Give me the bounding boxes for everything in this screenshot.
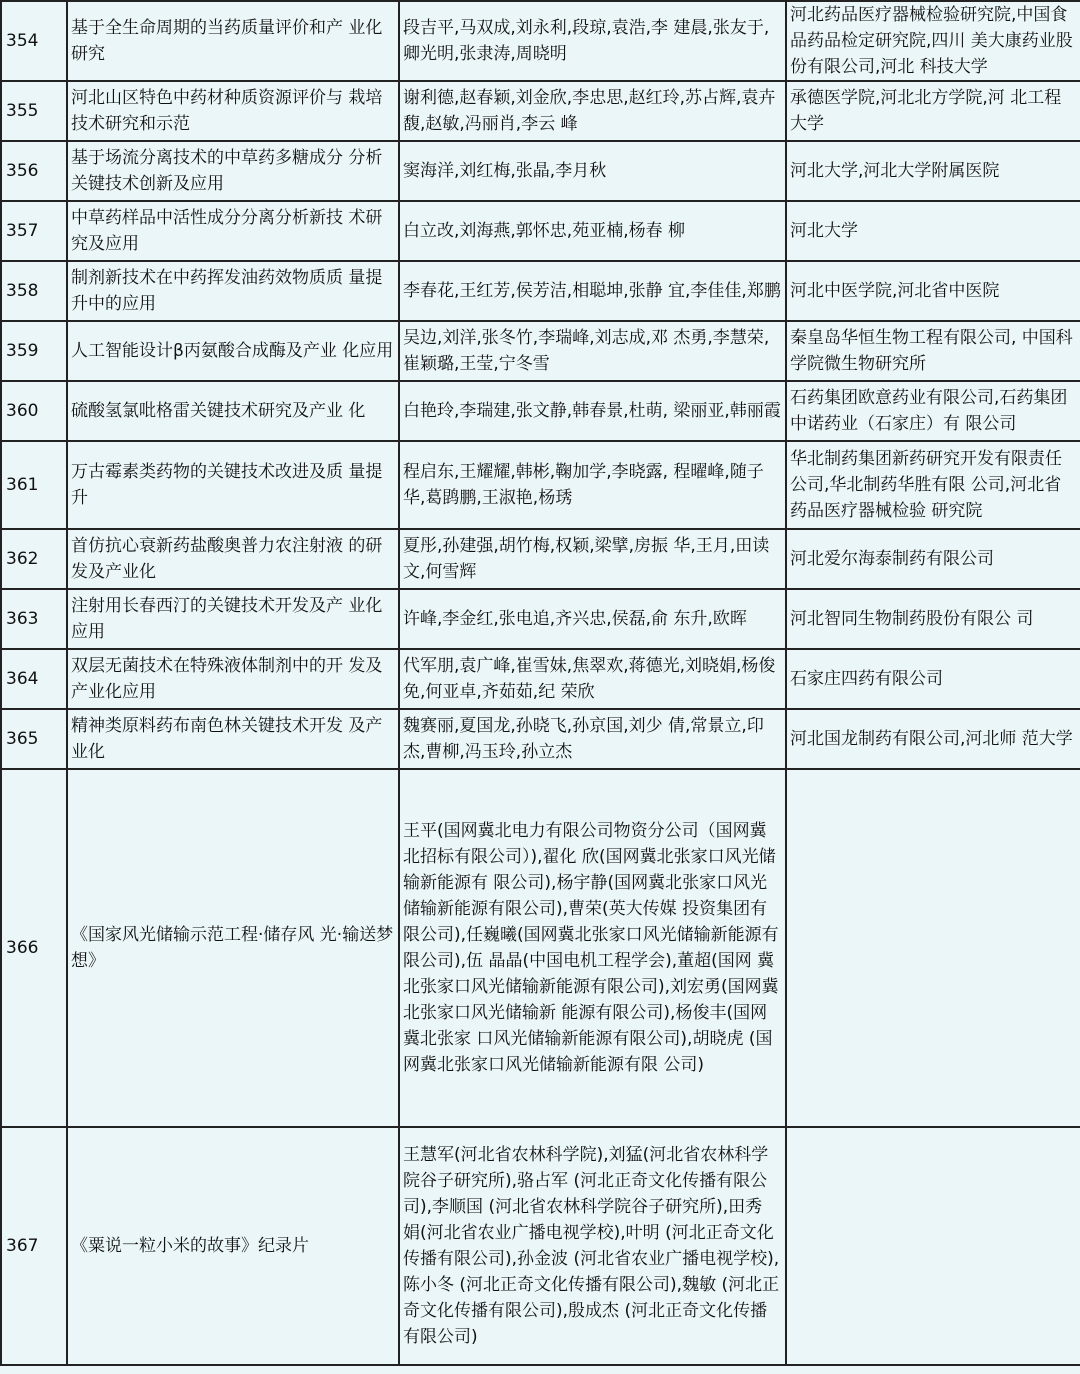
- project-title: 首仿抗心衰新药盐酸奥普力农注射液 的研发及产业化: [67, 529, 399, 589]
- project-title: 中草药样品中活性成分分离分析新技 术研究及应用: [67, 201, 399, 261]
- project-title: 注射用长春西汀的关键技术开发及产 业化应用: [67, 589, 399, 649]
- project-title: 人工智能设计β丙氨酸合成酶及产业 化应用: [67, 321, 399, 381]
- project-members: 白艳玲,李瑞建,张文静,韩春景,杜萌, 梁丽亚,韩丽霞: [399, 381, 786, 441]
- project-members: 程启东,王耀耀,韩彬,鞠加学,李晓露, 程曜峰,随子华,葛鹍鹏,王淑艳,杨琇: [399, 441, 786, 529]
- project-members: 许峰,李金红,张电追,齐兴忠,侯磊,俞 东升,欧晖: [399, 589, 786, 649]
- table-row: [1, 1127, 1080, 1365]
- project-members: 王慧军(河北省农林科学院),刘猛(河北省农林科学院谷子研究所),骆占军 (河北正奇文化传播有限公司),李顺国 (河北省农林科学院谷子研究所),田秀 娟(河北省农业广播电视学校),叶明 (河北正奇文化传播有限公司),孙金波 (河北省农业广播电视学校),陈小冬 (河北正奇文化传播有限公司),魏敏 (河北正奇文化传播有限公司),殷成杰 (河北正奇文化传播有限公司): [399, 1127, 786, 1365]
- project-organizations: 承德医学院,河北北方学院,河 北工程大学: [786, 81, 1080, 141]
- project-organizations: [786, 1127, 1080, 1365]
- project-members: 夏彤,孙建强,胡竹梅,权颖,梁擘,房振 华,王月,田读文,何雪辉: [399, 529, 786, 589]
- row-number: 363: [1, 589, 67, 649]
- row-number: 361: [1, 441, 67, 529]
- table-row: [1, 321, 1080, 381]
- row-number: 360: [1, 381, 67, 441]
- table-row: [1, 381, 1080, 441]
- project-title: 《粟说一粒小米的故事》纪录片: [67, 1127, 399, 1365]
- project-title: 万古霉素类药物的关键技术改进及质 量提升: [67, 441, 399, 529]
- row-number: 362: [1, 529, 67, 589]
- project-organizations: 河北药品医疗器械检验研究院,中国食品药品检定研究院,四川 美大康药业股份有限公司,河北 科技大学: [786, 1, 1080, 81]
- project-members: 王平(国网冀北电力有限公司物资分公司（国网冀北招标有限公司）),翟化 欣(国网冀北张家口风光储输新能源有 限公司),杨宇静(国网冀北张家口风光 储输新能源有限公司),曹荣(英大传媒 投资集团有限公司),任巍曦(国网冀北张家口风光储输新能源有限公司),伍 晶晶(中国电机工程学会),董超(国网 冀北张家口风光储输新能源有限公司),刘宏勇(国网冀北张家口风光储输新 能源有限公司),杨俊丰(国网冀北张家 口风光储输新能源有限公司),胡晓虎 (国网冀北张家口风光储输新能源有限 公司): [399, 769, 786, 1127]
- table-row: [1, 141, 1080, 201]
- row-number: 354: [1, 1, 67, 81]
- row-number: 359: [1, 321, 67, 381]
- project-members: 段吉平,马双成,刘永利,段琼,袁浩,李 建晨,张友于,卿光明,张隶涛,周晓明: [399, 1, 786, 81]
- project-organizations: 河北中医学院,河北省中医院: [786, 261, 1080, 321]
- project-organizations: 河北大学: [786, 201, 1080, 261]
- project-members: 吴边,刘洋,张冬竹,李瑞峰,刘志成,邓 杰勇,李慧荣,崔颖璐,王莹,宁冬雪: [399, 321, 786, 381]
- project-organizations: 河北大学,河北大学附属医院: [786, 141, 1080, 201]
- table-row: [1, 81, 1080, 141]
- table-row: [1, 201, 1080, 261]
- project-organizations: 河北国龙制药有限公司,河北师 范大学: [786, 709, 1080, 769]
- project-title: 精神类原料药布南色林关键技术开发 及产业化: [67, 709, 399, 769]
- project-organizations: 河北智同生物制药股份有限公 司: [786, 589, 1080, 649]
- row-number: 364: [1, 649, 67, 709]
- row-number: 358: [1, 261, 67, 321]
- project-members: 白立改,刘海燕,郭怀忠,苑亚楠,杨春 柳: [399, 201, 786, 261]
- table-row: [1, 769, 1080, 1127]
- project-members: 窦海洋,刘红梅,张晶,李月秋: [399, 141, 786, 201]
- row-number: 356: [1, 141, 67, 201]
- table-row: [1, 529, 1080, 589]
- project-title: 硫酸氢氯吡格雷关键技术研究及产业 化: [67, 381, 399, 441]
- project-title: 制剂新技术在中药挥发油药效物质质 量提升中的应用: [67, 261, 399, 321]
- row-number: 365: [1, 709, 67, 769]
- project-title: 基于场流分离技术的中草药多糖成分 分析关键技术创新及应用: [67, 141, 399, 201]
- project-organizations: [786, 769, 1080, 1127]
- project-members: 李春花,王红芳,侯芳洁,相聪坤,张静 宜,李佳佳,郑鹏: [399, 261, 786, 321]
- project-organizations: 秦皇岛华恒生物工程有限公司, 中国科学院微生物研究所: [786, 321, 1080, 381]
- project-organizations: 河北爱尔海泰制药有限公司: [786, 529, 1080, 589]
- project-title: 双层无菌技术在特殊液体制剂中的开 发及产业化应用: [67, 649, 399, 709]
- project-title: 《国家风光储输示范工程·储存风 光·输送梦想》: [67, 769, 399, 1127]
- project-members: 代军朋,袁广峰,崔雪妹,焦翠欢,蒋德光,刘晓娟,杨俊免,何亚卓,齐茹茹,纪 荣欣: [399, 649, 786, 709]
- row-number: 357: [1, 201, 67, 261]
- project-title: 河北山区特色中药材种质资源评价与 栽培技术研究和示范: [67, 81, 399, 141]
- project-members: 谢利德,赵春颖,刘金欣,李忠思,赵红玲,苏占辉,袁卉馥,赵敏,冯丽肖,李云 峰: [399, 81, 786, 141]
- project-members: 魏赛丽,夏国龙,孙晓飞,孙京国,刘少 倩,常景立,印杰,曹柳,冯玉玲,孙立杰: [399, 709, 786, 769]
- row-number: 367: [1, 1127, 67, 1365]
- row-number: 355: [1, 81, 67, 141]
- table-row: [1, 1, 1080, 81]
- awards-table-body: [1, 1, 1080, 1365]
- project-title: 基于全生命周期的当药质量评价和产 业化研究: [67, 1, 399, 81]
- table-row: [1, 589, 1080, 649]
- project-organizations: 华北制药集团新药研究开发有限责任公司,华北制药华胜有限 公司,河北省药品医疗器械检验 研究院: [786, 441, 1080, 529]
- table-row: [1, 441, 1080, 529]
- table-row: [1, 261, 1080, 321]
- table-row: [1, 649, 1080, 709]
- row-number: 366: [1, 769, 67, 1127]
- table-row: [1, 709, 1080, 769]
- project-organizations: 石药集团欧意药业有限公司,石药集团中诺药业（石家庄）有 限公司: [786, 381, 1080, 441]
- project-organizations: 石家庄四药有限公司: [786, 649, 1080, 709]
